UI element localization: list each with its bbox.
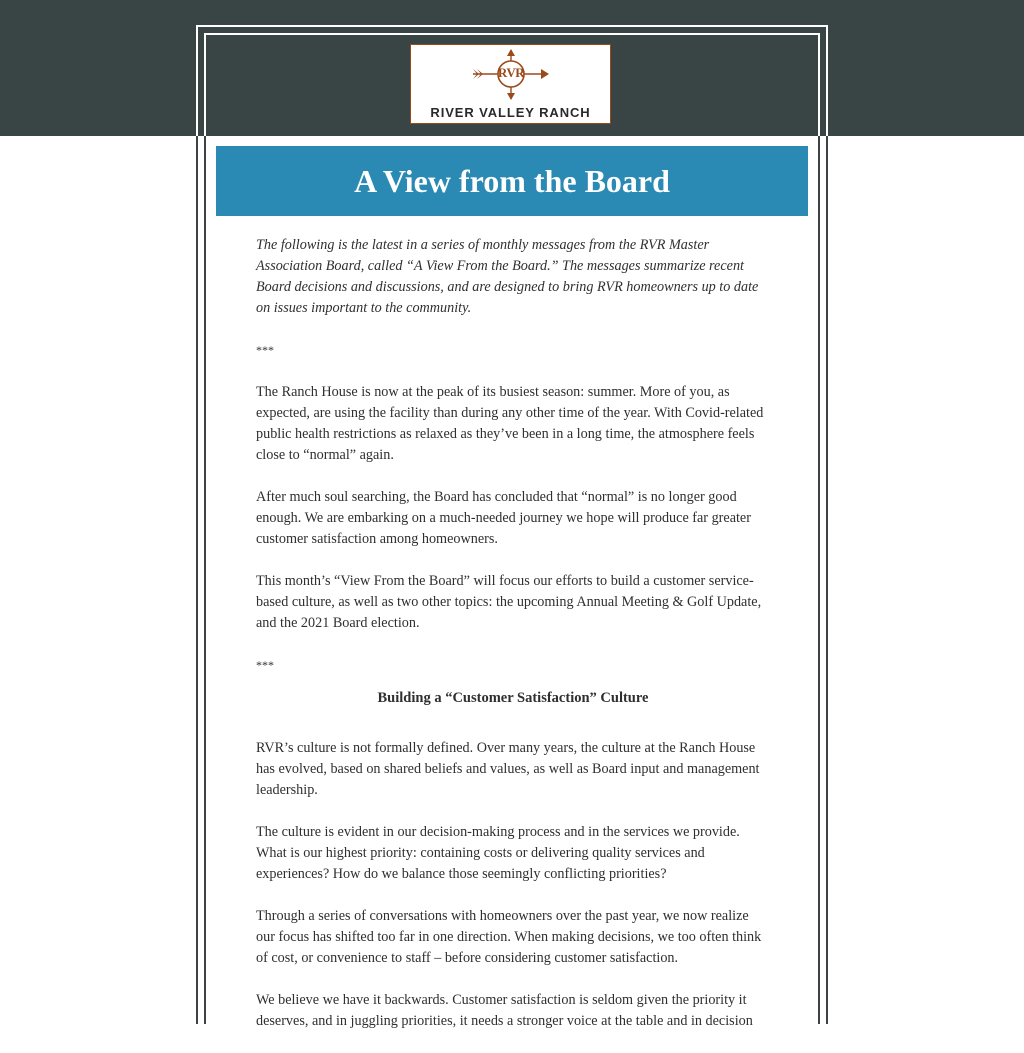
frame-line [826, 136, 828, 1024]
frame-line [818, 33, 820, 136]
frame-line [204, 33, 206, 136]
frame-line [204, 33, 820, 35]
logo [410, 44, 611, 124]
logo-text: RIVER VALLEY RANCH [430, 105, 591, 120]
frame-line [204, 136, 206, 1024]
paragraph: After much soul searching, the Board has concluded that “normal” is no longer good enough. We are embarking on a much-needed journey we hope will produce far greater customer satisfaction among homeowners. [256, 489, 751, 547]
paragraph: We believe we have it backwards. Customer satisfaction is seldom given the priority it deserves, and in juggling priorities, it needs a stronger voice at the table and in decision [256, 992, 753, 1029]
paragraph: The culture is evident in our decision-making process and in the services we provide. What is our highest priority: containing costs or delivering quality services and experiences? How do we balance those seemingly conflicting priorities? [256, 824, 740, 882]
paragraph: The Ranch House is now at the peak of its busiest season: summer. More of you, as expected, are using the facility than during any other time of the year. With Covid-related public health restrictions as relaxed as they’ve been in a long time, the atmosphere feels close to “normal” again. [256, 384, 764, 463]
paragraph: RVR’s culture is not formally defined. Over many years, the culture at the Ranch House has evolved, based on shared beliefs and values, as well as Board input and management leadership. [256, 740, 760, 798]
frame-line [196, 136, 198, 1024]
paragraph: This month’s “View From the Board” will focus our efforts to build a customer service-based culture, as well as two other topics: the upcoming Annual Meeting & Golf Update, and the 2021 Board election. [256, 573, 762, 631]
frame-line [818, 136, 820, 1024]
separator: *** [256, 658, 274, 672]
frame-line [196, 25, 198, 136]
page-title: A View from the Board [354, 162, 670, 199]
intro-paragraph: The following is the latest in a series of monthly messages from the RVR Master Association Board, called “A View From the Board.” The messages summarize recent Board decisions and discussions, and are designed to bring RVR homeowners up to date on issues important to the community. [256, 237, 759, 316]
separator: *** [256, 343, 274, 357]
title-banner [216, 146, 808, 216]
article-body [256, 235, 770, 1053]
paragraph: Through a series of conversations with homeowners over the past year, we now realize our focus has shifted too far in one direction. When making decisions, we too often think of cost, or convenience to staff – before considering customer satisfaction. [256, 908, 762, 966]
logo-monogram: RVR [497, 65, 525, 80]
frame-line [196, 25, 828, 27]
frame-line [826, 25, 828, 136]
section-heading: Building a “Customer Satisfaction” Culture [377, 690, 649, 706]
